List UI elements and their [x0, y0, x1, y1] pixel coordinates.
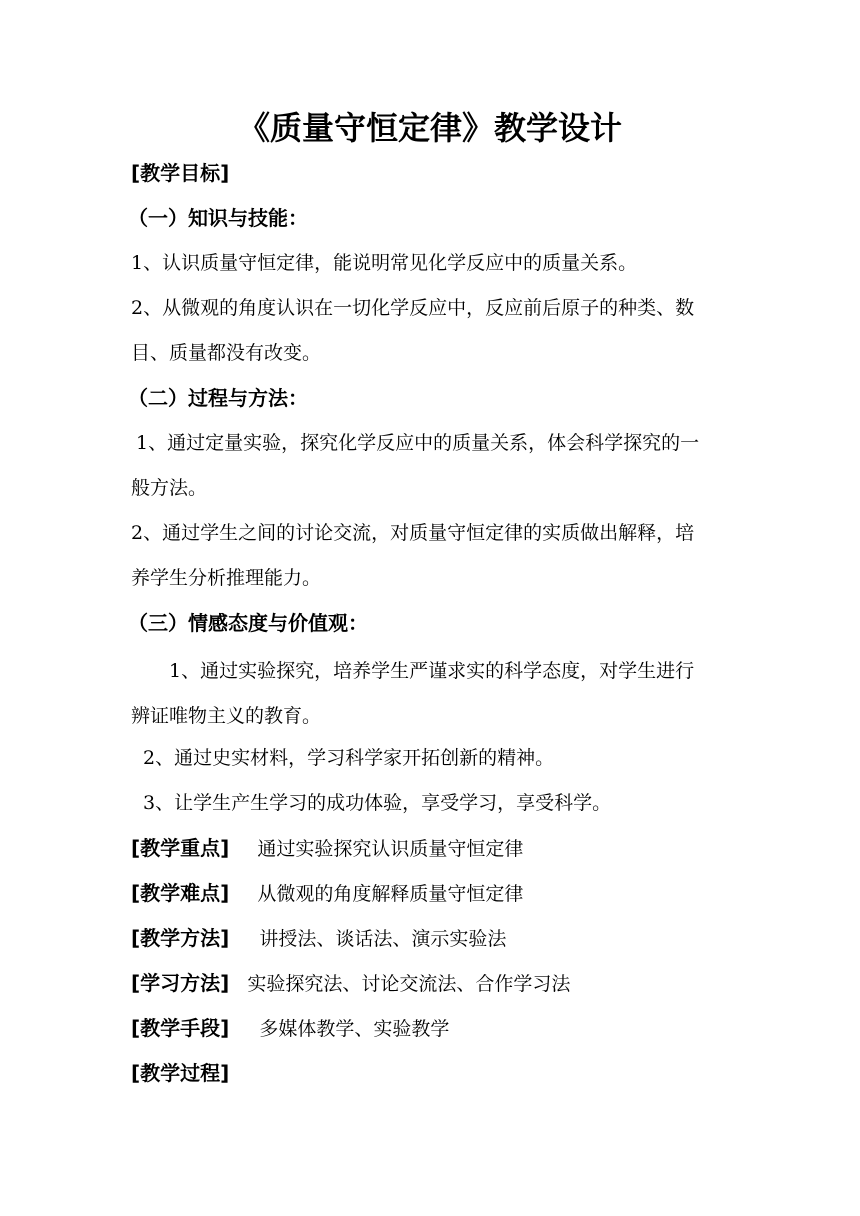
section3-item1-line2: 辨证唯物主义的教育。 [131, 705, 322, 727]
section1-heading: （一）知识与技能： [128, 206, 308, 230]
section2-item2-line1: 2、通过学生之间的讨论交流，对质量守恒定律的实质做出解释，培 [131, 522, 695, 544]
objectives-heading: [教学目标] [131, 161, 230, 185]
key-point-row [131, 835, 731, 862]
difficulty-value: 从微观的角度解释质量守恒定律 [257, 883, 524, 905]
learning-method-row [131, 970, 731, 997]
teaching-means-row [131, 1015, 731, 1042]
learning-method-value: 实验探究法、讨论交流法、合作学习法 [247, 973, 571, 995]
section2-item1-line2: 般方法。 [131, 477, 208, 499]
teaching-method-row [131, 925, 731, 952]
teaching-method-label: [教学方法] [131, 926, 230, 950]
key-point-label: [教学重点] [131, 836, 230, 860]
section2-heading: （二）过程与方法： [128, 386, 308, 410]
learning-method-label: [学习方法] [131, 971, 230, 995]
difficulty-label: [教学难点] [131, 881, 230, 905]
difficulty-row [131, 880, 731, 907]
section3-item2: 2、通过史实材料，学习科学家开拓创新的精神。 [143, 747, 555, 769]
teaching-method-value: 讲授法、谈话法、演示实验法 [259, 928, 507, 950]
section3-item1-line1: 1、通过实验探究，培养学生严谨求实的科学态度，对学生进行 [169, 660, 695, 682]
section3-heading: （三）情感态度与价值观： [128, 611, 368, 635]
section1-item2-line2: 目、质量都没有改变。 [131, 342, 322, 364]
section1-item1: 1、认识质量守恒定律，能说明常见化学反应中的质量关系。 [131, 252, 638, 274]
section2-item2-line2: 养学生分析推理能力。 [131, 567, 322, 589]
process-heading: [教学过程] [131, 1061, 230, 1085]
key-point-value: 通过实验探究认识质量守恒定律 [257, 838, 524, 860]
document-title: 《质量守恒定律》教学设计 [237, 109, 622, 147]
section3-item3: 3、让学生产生学习的成功体验，享受学习，享受科学。 [143, 792, 612, 814]
teaching-means-value: 多媒体教学、实验教学 [259, 1018, 450, 1040]
section2-item1-line1: 1、通过定量实验，探究化学反应中的质量关系，体会科学探究的一 [136, 432, 700, 454]
teaching-means-label: [教学手段] [131, 1016, 230, 1040]
section1-item2-line1: 2、从微观的角度认识在一切化学反应中，反应前后原子的种类、数 [131, 297, 695, 319]
